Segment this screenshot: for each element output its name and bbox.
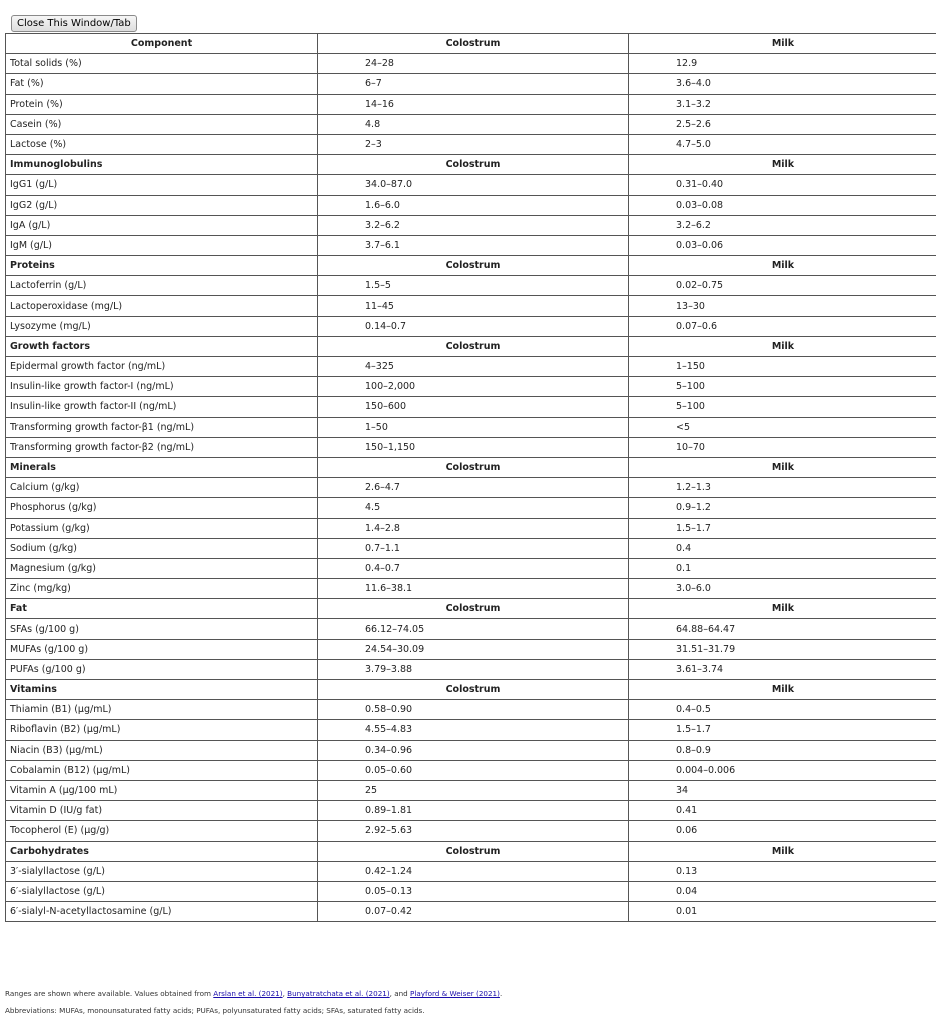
table-row [6, 558, 936, 578]
colostrum-cell: 34.0–87.0 [318, 175, 629, 195]
section-milk-label: Milk [629, 841, 936, 861]
colostrum-cell: 14–16 [318, 94, 629, 114]
sources-sep-1: , [282, 989, 288, 998]
milk-cell: 3.6–4.0 [629, 74, 936, 94]
component-cell: Calcium (g/kg) [6, 478, 318, 498]
table-row [6, 114, 936, 134]
component-cell: Vitamin A (μg/100 mL) [6, 780, 318, 800]
component-cell: IgG2 (g/L) [6, 195, 318, 215]
table-row [6, 437, 936, 457]
sources-prefix: Ranges are shown where available. Values obtained from [5, 989, 214, 998]
colostrum-cell: 4.55–4.83 [318, 720, 629, 740]
table-row [6, 377, 936, 397]
colostrum-cell: 1–50 [318, 417, 629, 437]
milk-cell: 0.31–0.40 [629, 175, 936, 195]
component-cell: Vitamin D (IU/g fat) [6, 801, 318, 821]
section-title: Proteins [6, 256, 318, 276]
table-row [6, 780, 936, 800]
section-milk-label: Milk [629, 599, 936, 619]
table-row [6, 639, 936, 659]
section-colostrum-label: Colostrum [318, 680, 629, 700]
table-row [6, 134, 936, 154]
component-cell: 6′-sialyl-N-acetyllactosamine (g/L) [6, 902, 318, 922]
close-window-button[interactable]: Close This Window/Tab [11, 15, 137, 32]
colostrum-cell: 3.7–6.1 [318, 235, 629, 255]
colostrum-cell: 24–28 [318, 54, 629, 74]
component-cell: IgG1 (g/L) [6, 175, 318, 195]
component-cell: Lactose (%) [6, 134, 318, 154]
table-row [6, 94, 936, 114]
component-cell: Phosphorus (g/kg) [6, 498, 318, 518]
milk-cell: 34 [629, 780, 936, 800]
table-row [6, 498, 936, 518]
colostrum-cell: 0.05–0.60 [318, 760, 629, 780]
table-row [6, 518, 936, 538]
sources-note [5, 989, 502, 998]
colostrum-cell: 2.92–5.63 [318, 821, 629, 841]
table-row [6, 579, 936, 599]
component-cell: 6′-sialyllactose (g/L) [6, 881, 318, 901]
table-row [6, 619, 936, 639]
colostrum-cell: 0.05–0.13 [318, 881, 629, 901]
component-cell: Lysozyme (mg/L) [6, 316, 318, 336]
section-milk-label: Milk [629, 155, 936, 175]
sources-suffix: . [499, 989, 503, 998]
milk-cell: <5 [629, 417, 936, 437]
component-cell: Transforming growth factor-β1 (ng/mL) [6, 417, 318, 437]
table-row [6, 538, 936, 558]
milk-cell: 0.02–0.75 [629, 276, 936, 296]
colostrum-cell: 1.6–6.0 [318, 195, 629, 215]
colostrum-cell: 150–1,150 [318, 437, 629, 457]
table-row [6, 74, 936, 94]
milk-cell: 0.01 [629, 902, 936, 922]
table-header-row [6, 34, 936, 54]
colostrum-cell: 3.2–6.2 [318, 215, 629, 235]
section-title: Vitamins [6, 680, 318, 700]
component-cell: PUFAs (g/100 g) [6, 659, 318, 679]
table-row [6, 861, 936, 881]
component-cell: Casein (%) [6, 114, 318, 134]
component-cell: Fat (%) [6, 74, 318, 94]
section-header-row [6, 256, 936, 276]
colostrum-cell: 0.14–0.7 [318, 316, 629, 336]
component-cell: Insulin-like growth factor-II (ng/mL) [6, 397, 318, 417]
abbreviations-note: Abbreviations: MUFAs, monounsaturated fatty acids; PUFAs, polyunsaturated fatty acids; SFAs, saturated fatty acids. [5, 1006, 425, 1015]
composition-table [5, 33, 936, 922]
milk-cell: 1.2–1.3 [629, 478, 936, 498]
table-row [6, 659, 936, 679]
colostrum-cell: 0.58–0.90 [318, 700, 629, 720]
table-row [6, 760, 936, 780]
component-cell: Thiamin (B1) (μg/mL) [6, 700, 318, 720]
milk-cell: 0.13 [629, 861, 936, 881]
section-colostrum-label: Colostrum [318, 457, 629, 477]
section-header-row [6, 599, 936, 619]
milk-cell: 1–150 [629, 357, 936, 377]
section-milk-label: Milk [629, 256, 936, 276]
colostrum-cell: 0.07–0.42 [318, 902, 629, 922]
colostrum-cell: 25 [318, 780, 629, 800]
table-row [6, 720, 936, 740]
milk-cell: 0.4–0.5 [629, 700, 936, 720]
section-title: Carbohydrates [6, 841, 318, 861]
milk-cell: 0.06 [629, 821, 936, 841]
section-milk-label: Milk [629, 336, 936, 356]
table-row [6, 316, 936, 336]
component-cell: SFAs (g/100 g) [6, 619, 318, 639]
table-row [6, 478, 936, 498]
section-header-row [6, 841, 936, 861]
section-title: Minerals [6, 457, 318, 477]
table-row [6, 54, 936, 74]
milk-cell: 0.07–0.6 [629, 316, 936, 336]
milk-cell: 0.8–0.9 [629, 740, 936, 760]
section-header-row [6, 155, 936, 175]
component-cell: Tocopherol (E) (μg/g) [6, 821, 318, 841]
colostrum-cell: 0.89–1.81 [318, 801, 629, 821]
section-milk-label: Milk [629, 457, 936, 477]
milk-cell: 10–70 [629, 437, 936, 457]
component-cell: Magnesium (g/kg) [6, 558, 318, 578]
toolbar [11, 11, 137, 32]
milk-cell: 0.41 [629, 801, 936, 821]
section-colostrum-label: Colostrum [318, 841, 629, 861]
component-cell: Protein (%) [6, 94, 318, 114]
table-row [6, 700, 936, 720]
section-colostrum-label: Colostrum [318, 599, 629, 619]
milk-cell: 13–30 [629, 296, 936, 316]
milk-cell: 64.88–64.47 [629, 619, 936, 639]
milk-cell: 3.1–3.2 [629, 94, 936, 114]
milk-cell: 2.5–2.6 [629, 114, 936, 134]
colostrum-cell: 24.54–30.09 [318, 639, 629, 659]
colostrum-cell: 2.6–4.7 [318, 478, 629, 498]
table-row [6, 357, 936, 377]
colostrum-cell: 4–325 [318, 357, 629, 377]
section-title: Growth factors [6, 336, 318, 356]
component-cell: IgM (g/L) [6, 235, 318, 255]
link-arslan[interactable]: Arslan et al. (2021) [213, 989, 283, 998]
colostrum-cell: 0.4–0.7 [318, 558, 629, 578]
component-cell: Zinc (mg/kg) [6, 579, 318, 599]
component-cell: Cobalamin (B12) (μg/mL) [6, 760, 318, 780]
milk-cell: 5–100 [629, 377, 936, 397]
table-row [6, 276, 936, 296]
table-row [6, 215, 936, 235]
table-row [6, 902, 936, 922]
colostrum-cell: 100–2,000 [318, 377, 629, 397]
component-cell: IgA (g/L) [6, 215, 318, 235]
table-body [6, 54, 936, 922]
table-row [6, 397, 936, 417]
component-cell: Epidermal growth factor (ng/mL) [6, 357, 318, 377]
component-cell: Lactoferrin (g/L) [6, 276, 318, 296]
table-row [6, 417, 936, 437]
section-colostrum-label: Colostrum [318, 336, 629, 356]
colostrum-cell: 150–600 [318, 397, 629, 417]
colostrum-cell: 11–45 [318, 296, 629, 316]
table-row [6, 296, 936, 316]
table-row [6, 195, 936, 215]
colostrum-cell: 6–7 [318, 74, 629, 94]
footnotes [5, 989, 502, 1023]
milk-cell: 0.004–0.006 [629, 760, 936, 780]
colostrum-cell: 1.4–2.8 [318, 518, 629, 538]
milk-cell: 12.9 [629, 54, 936, 74]
link-bunyatratchata[interactable]: Bunyatratchata et al. (2021) [287, 989, 390, 998]
section-title: Immunoglobulins [6, 155, 318, 175]
header-component: Component [6, 34, 318, 54]
colostrum-cell: 1.5–5 [318, 276, 629, 296]
header-colostrum: Colostrum [318, 34, 629, 54]
colostrum-cell: 0.42–1.24 [318, 861, 629, 881]
colostrum-cell: 0.7–1.1 [318, 538, 629, 558]
milk-cell: 5–100 [629, 397, 936, 417]
milk-cell: 1.5–1.7 [629, 518, 936, 538]
section-title: Fat [6, 599, 318, 619]
component-cell: Riboflavin (B2) (μg/mL) [6, 720, 318, 740]
section-milk-label: Milk [629, 680, 936, 700]
component-cell: Lactoperoxidase (mg/L) [6, 296, 318, 316]
milk-cell: 0.03–0.06 [629, 235, 936, 255]
component-cell: Transforming growth factor-β2 (ng/mL) [6, 437, 318, 457]
table-row [6, 881, 936, 901]
section-colostrum-label: Colostrum [318, 256, 629, 276]
colostrum-cell: 4.8 [318, 114, 629, 134]
component-cell: Potassium (g/kg) [6, 518, 318, 538]
section-header-row [6, 680, 936, 700]
colostrum-cell: 2–3 [318, 134, 629, 154]
header-milk: Milk [629, 34, 936, 54]
section-header-row [6, 336, 936, 356]
component-cell: Insulin-like growth factor-I (ng/mL) [6, 377, 318, 397]
table-row [6, 235, 936, 255]
milk-cell: 0.4 [629, 538, 936, 558]
colostrum-cell: 0.34–0.96 [318, 740, 629, 760]
milk-cell: 3.0–6.0 [629, 579, 936, 599]
colostrum-cell: 4.5 [318, 498, 629, 518]
component-cell: Niacin (B3) (μg/mL) [6, 740, 318, 760]
colostrum-cell: 66.12–74.05 [318, 619, 629, 639]
component-cell: Total solids (%) [6, 54, 318, 74]
table-row [6, 175, 936, 195]
milk-cell: 0.03–0.08 [629, 195, 936, 215]
section-colostrum-label: Colostrum [318, 155, 629, 175]
milk-cell: 0.1 [629, 558, 936, 578]
milk-cell: 0.9–1.2 [629, 498, 936, 518]
milk-cell: 3.2–6.2 [629, 215, 936, 235]
milk-cell: 31.51–31.79 [629, 639, 936, 659]
component-cell: Sodium (g/kg) [6, 538, 318, 558]
section-header-row [6, 457, 936, 477]
table-row [6, 740, 936, 760]
component-cell: 3′-sialyllactose (g/L) [6, 861, 318, 881]
component-cell: MUFAs (g/100 g) [6, 639, 318, 659]
milk-cell: 4.7–5.0 [629, 134, 936, 154]
sources-sep-2: , and [389, 989, 411, 998]
milk-cell: 3.61–3.74 [629, 659, 936, 679]
colostrum-cell: 3.79–3.88 [318, 659, 629, 679]
table-row [6, 801, 936, 821]
table-row [6, 821, 936, 841]
milk-cell: 0.04 [629, 881, 936, 901]
milk-cell: 1.5–1.7 [629, 720, 936, 740]
link-playford[interactable]: Playford & Weiser (2021) [410, 989, 500, 998]
colostrum-cell: 11.6–38.1 [318, 579, 629, 599]
